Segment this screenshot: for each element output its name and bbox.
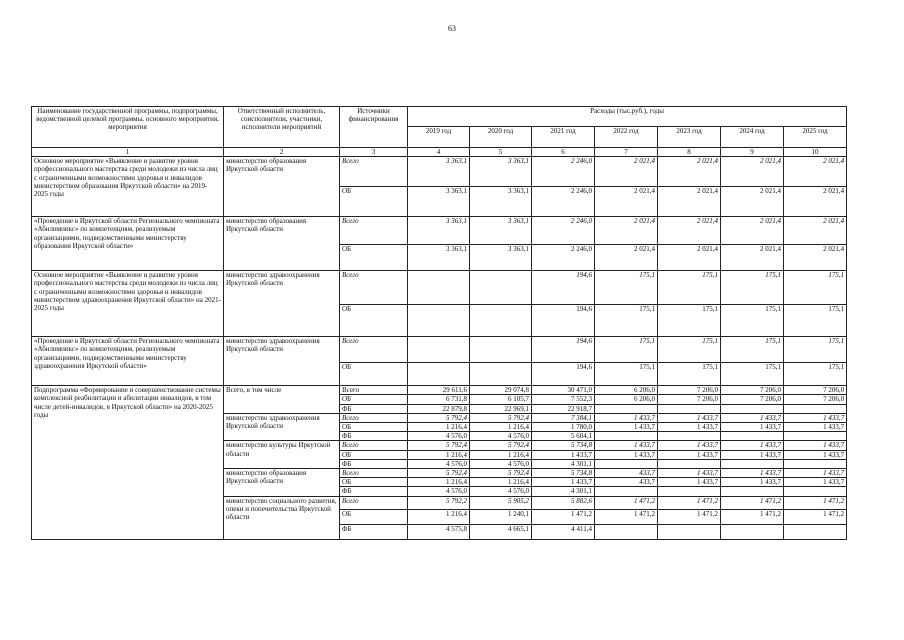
value-cell: 29 074,8: [470, 386, 532, 395]
value-cell: 5 792,4: [470, 413, 532, 422]
value-cell: [595, 404, 658, 413]
activity-name: Основное мероприятие «Выявление и развитие уровня профессионального мастерства среди молодежи из числа лиц с ограниченными возможностями здоровья и инвалидов министерством образования Иркутской области» на 2019-2025 годы: [32, 157, 224, 217]
value-cell: 22 918,7: [532, 404, 595, 413]
executor: министерство культуры Иркутской области: [224, 441, 340, 469]
value-cell: [595, 459, 658, 468]
value-cell: 1 433,7: [595, 441, 658, 450]
value-cell: 1 433,7: [658, 469, 721, 478]
executor: министерство социального развития, опеки и попечительства Иркутской области: [224, 496, 340, 539]
value-cell: 175,1: [784, 363, 847, 386]
header-year: 2021 год: [532, 127, 595, 148]
value-cell: [595, 524, 658, 539]
value-cell: 2 246,0: [532, 157, 595, 187]
value-cell: 175,1: [595, 337, 658, 363]
value-cell: 1 433,7: [721, 450, 784, 459]
value-cell: 4 575,8: [408, 524, 470, 539]
value-cell: [784, 459, 847, 468]
value-cell: 1 433,7: [784, 478, 847, 487]
value-cell: 1 216,4: [470, 450, 532, 459]
value-cell: [408, 363, 470, 386]
value-cell: [470, 271, 532, 305]
value-cell: 2 021,4: [595, 187, 658, 217]
value-cell: 175,1: [784, 271, 847, 305]
executor: министерство образования Иркутской области: [224, 217, 340, 271]
column-number: 7: [595, 148, 658, 157]
value-cell: 4 576,0: [470, 432, 532, 441]
value-cell: 5 734,8: [532, 469, 595, 478]
value-cell: 3 363,1: [408, 245, 470, 271]
value-cell: 2 246,0: [532, 217, 595, 245]
value-cell: [408, 271, 470, 305]
value-cell: 1 433,7: [784, 450, 847, 459]
header-expenses: Расходы (тыс.руб.), годы: [408, 107, 847, 127]
value-cell: 175,1: [784, 337, 847, 363]
executor: Всего, в том числе: [224, 386, 340, 414]
value-cell: 1 471,2: [658, 496, 721, 509]
value-cell: 5 604,1: [532, 432, 595, 441]
source-label: ОБ: [340, 478, 408, 487]
source-label: Всего: [340, 386, 408, 395]
source-label: Всего: [340, 441, 408, 450]
value-cell: 5 792,2: [408, 496, 470, 509]
value-cell: [784, 404, 847, 413]
value-cell: 2 021,4: [784, 187, 847, 217]
table-row: [32, 157, 847, 187]
source-label: Всего: [340, 469, 408, 478]
value-cell: 194,6: [532, 337, 595, 363]
executor: министерство образования Иркутской области: [224, 157, 340, 217]
value-cell: 1 216,4: [470, 478, 532, 487]
budget-table: [31, 106, 847, 540]
value-cell: 3 363,1: [408, 217, 470, 245]
value-cell: 6 206,0: [595, 395, 658, 404]
value-cell: 7 206,0: [658, 395, 721, 404]
source-label: Всего: [340, 271, 408, 305]
value-cell: 1 433,7: [784, 441, 847, 450]
value-cell: 7 206,0: [784, 395, 847, 404]
source-label: Всего: [340, 217, 408, 245]
value-cell: 30 471,0: [532, 386, 595, 395]
value-cell: 1 471,2: [658, 509, 721, 524]
source-label: Всего: [340, 496, 408, 509]
value-cell: 5 792,4: [470, 469, 532, 478]
value-cell: 1 433,7: [721, 413, 784, 422]
value-cell: 175,1: [721, 337, 784, 363]
value-cell: 7 552,3: [532, 395, 595, 404]
executor: министерство образования Иркутской области: [224, 469, 340, 497]
value-cell: 6 105,7: [470, 395, 532, 404]
value-cell: 1 240,1: [470, 509, 532, 524]
value-cell: [784, 432, 847, 441]
value-cell: [721, 404, 784, 413]
value-cell: 1 433,7: [658, 413, 721, 422]
source-label: Всего: [340, 337, 408, 363]
value-cell: 1 780,0: [532, 423, 595, 432]
value-cell: 2 021,4: [784, 245, 847, 271]
source-label: ОБ: [340, 245, 408, 271]
value-cell: 1 216,4: [408, 423, 470, 432]
header-executor: Ответственный исполнитель, соисполнители, участники, исполнители мероприятий: [224, 107, 340, 148]
value-cell: 2 021,4: [784, 217, 847, 245]
source-label: ОБ: [340, 423, 408, 432]
value-cell: 1 433,7: [784, 423, 847, 432]
value-cell: 3 363,1: [408, 187, 470, 217]
page-number: 63: [448, 24, 456, 33]
value-cell: 1 471,2: [532, 509, 595, 524]
value-cell: [658, 524, 721, 539]
value-cell: 4 576,0: [408, 459, 470, 468]
value-cell: 5 882,6: [532, 496, 595, 509]
source-label: ОБ: [340, 187, 408, 217]
value-cell: 1 433,7: [658, 423, 721, 432]
value-cell: 3 363,1: [470, 187, 532, 217]
header-year: 2025 год: [784, 127, 847, 148]
value-cell: 2 021,4: [595, 217, 658, 245]
value-cell: 7 206,0: [721, 386, 784, 395]
value-cell: 4 665,1: [470, 524, 532, 539]
value-cell: 29 611,6: [408, 386, 470, 395]
value-cell: [784, 487, 847, 496]
source-label: ФБ: [340, 404, 408, 413]
executor: министерство здравоохранения Иркутской области: [224, 413, 340, 441]
value-cell: 1 433,7: [595, 450, 658, 459]
value-cell: 175,1: [658, 271, 721, 305]
value-cell: 5 792,4: [408, 469, 470, 478]
value-cell: 4 301,1: [532, 459, 595, 468]
column-number: 2: [224, 148, 340, 157]
column-number: 3: [340, 148, 408, 157]
value-cell: 4 576,0: [470, 487, 532, 496]
value-cell: 2 246,0: [532, 245, 595, 271]
value-cell: 2 021,4: [658, 187, 721, 217]
value-cell: [408, 305, 470, 337]
value-cell: 175,1: [595, 363, 658, 386]
value-cell: 3 363,1: [470, 245, 532, 271]
value-cell: 6 731,8: [408, 395, 470, 404]
value-cell: 1 471,2: [595, 496, 658, 509]
value-cell: 1 433,7: [595, 413, 658, 422]
value-cell: 2 021,4: [784, 157, 847, 187]
header-year: 2023 год: [658, 127, 721, 148]
value-cell: [470, 363, 532, 386]
value-cell: 4 576,0: [408, 432, 470, 441]
value-cell: 194,6: [532, 363, 595, 386]
table-row: [32, 386, 847, 395]
value-cell: 2 021,4: [721, 187, 784, 217]
value-cell: 1 216,4: [408, 450, 470, 459]
source-label: ОБ: [340, 509, 408, 524]
value-cell: 1 471,2: [721, 496, 784, 509]
value-cell: 175,1: [595, 271, 658, 305]
value-cell: [721, 487, 784, 496]
table-row: [32, 337, 847, 363]
value-cell: 175,1: [721, 305, 784, 337]
value-cell: 7 384,1: [532, 413, 595, 422]
value-cell: 194,6: [532, 305, 595, 337]
value-cell: 1 433,7: [595, 423, 658, 432]
value-cell: 5 905,2: [470, 496, 532, 509]
header-year: 2020 год: [470, 127, 532, 148]
value-cell: 7 206,0: [784, 386, 847, 395]
value-cell: 1 471,2: [784, 509, 847, 524]
value-cell: [721, 459, 784, 468]
value-cell: 2 021,4: [721, 217, 784, 245]
value-cell: 22 969,1: [470, 404, 532, 413]
value-cell: 2 021,4: [658, 217, 721, 245]
source-label: ФБ: [340, 432, 408, 441]
value-cell: 2 021,4: [658, 157, 721, 187]
header-year: 2024 год: [721, 127, 784, 148]
value-cell: 1 433,7: [532, 478, 595, 487]
value-cell: [784, 524, 847, 539]
value-cell: 1 433,7: [721, 441, 784, 450]
table-row: [32, 217, 847, 245]
activity-name: «Проведение в Иркутской области Регионального чемпионата «Абилимпикс» по компетенциям, реализуемым организациями, подведомственными министерству образования Иркутской области»: [32, 217, 224, 271]
value-cell: 5 792,4: [408, 441, 470, 450]
value-cell: 1 433,7: [721, 478, 784, 487]
value-cell: [721, 524, 784, 539]
value-cell: 5 792,4: [470, 441, 532, 450]
value-cell: 22 879,8: [408, 404, 470, 413]
value-cell: [470, 337, 532, 363]
column-number: 8: [658, 148, 721, 157]
value-cell: 4 301,1: [532, 487, 595, 496]
activity-name: «Проведение в Иркутской области Регионального чемпионата «Абилимпикс» по компетенциям, реализуемым организациями, подведомственными министерству здравоохранения Иркутской области»: [32, 337, 224, 386]
value-cell: [658, 459, 721, 468]
value-cell: [595, 432, 658, 441]
executor: министерство здравоохранения Иркутской области: [224, 337, 340, 386]
value-cell: 7 206,0: [721, 395, 784, 404]
value-cell: 3 363,1: [470, 157, 532, 187]
header-year: 2019 год: [408, 127, 470, 148]
value-cell: [658, 432, 721, 441]
header-year: 2022 год: [595, 127, 658, 148]
column-number: 9: [721, 148, 784, 157]
value-cell: 5 734,8: [532, 441, 595, 450]
header-source: Источники финансирования: [340, 107, 408, 148]
value-cell: 1 471,2: [721, 509, 784, 524]
value-cell: 3 363,1: [470, 217, 532, 245]
source-label: ОБ: [340, 450, 408, 459]
value-cell: 1 433,7: [532, 450, 595, 459]
source-label: ОБ: [340, 395, 408, 404]
executor: министерство здравоохранения Иркутской области: [224, 271, 340, 337]
column-number: 5: [470, 148, 532, 157]
value-cell: 1 216,4: [408, 509, 470, 524]
column-number: 4: [408, 148, 470, 157]
value-cell: [658, 404, 721, 413]
value-cell: [470, 305, 532, 337]
value-cell: 175,1: [658, 337, 721, 363]
value-cell: 3 363,1: [408, 157, 470, 187]
value-cell: [408, 337, 470, 363]
value-cell: 2 246,0: [532, 187, 595, 217]
value-cell: 175,1: [721, 363, 784, 386]
table-row: [32, 271, 847, 305]
value-cell: [595, 487, 658, 496]
source-label: Всего: [340, 157, 408, 187]
value-cell: 1 471,2: [595, 509, 658, 524]
source-label: ФБ: [340, 487, 408, 496]
value-cell: 2 021,4: [595, 157, 658, 187]
value-cell: 1 433,7: [721, 469, 784, 478]
value-cell: 2 021,4: [658, 245, 721, 271]
value-cell: 194,6: [532, 271, 595, 305]
value-cell: 1 216,4: [408, 478, 470, 487]
value-cell: 4 576,0: [470, 459, 532, 468]
activity-name: Основное мероприятие «Выявление и развитие уровня профессионального мастерства среди молодежи из числа лиц с ограниченными возможностями здоровья и инвалидов министерством здравоохранения Иркутской области» на 2021-2025 годы: [32, 271, 224, 337]
value-cell: 1 433,7: [784, 413, 847, 422]
value-cell: 1 433,7: [658, 478, 721, 487]
source-label: ФБ: [340, 459, 408, 468]
value-cell: 1 216,4: [470, 423, 532, 432]
source-label: Всего: [340, 413, 408, 422]
value-cell: 175,1: [784, 305, 847, 337]
value-cell: 2 021,4: [721, 245, 784, 271]
column-number: 6: [532, 148, 595, 157]
value-cell: 433,7: [595, 469, 658, 478]
value-cell: 2 021,4: [595, 245, 658, 271]
source-label: ФБ: [340, 524, 408, 539]
value-cell: 2 021,4: [721, 157, 784, 187]
source-label: ОБ: [340, 363, 408, 386]
value-cell: 1 433,7: [658, 441, 721, 450]
value-cell: 175,1: [595, 305, 658, 337]
value-cell: 1 433,7: [721, 423, 784, 432]
header-name: Наименование государственной программы, подпрограммы, ведомственной целевой программы, основного мероприятия, мероприятия: [32, 107, 224, 148]
value-cell: [721, 432, 784, 441]
value-cell: [658, 487, 721, 496]
value-cell: 4 576,0: [408, 487, 470, 496]
value-cell: 1 471,2: [784, 496, 847, 509]
column-number: 10: [784, 148, 847, 157]
value-cell: 175,1: [658, 305, 721, 337]
column-number: 1: [32, 148, 224, 157]
value-cell: 6 206,0: [595, 386, 658, 395]
value-cell: 433,7: [595, 478, 658, 487]
value-cell: 1 433,7: [784, 469, 847, 478]
value-cell: 5 792,4: [408, 413, 470, 422]
subprogram-name: Подпрограмма «Формирование и совершенствование системы комплексной реабилитации и абилитации инвалидов, в том числе детей-инвалидов, в Иркутской области» на 2020-2025 годы: [32, 386, 224, 539]
value-cell: 4 411,4: [532, 524, 595, 539]
value-cell: 175,1: [721, 271, 784, 305]
value-cell: 1 433,7: [658, 450, 721, 459]
source-label: ОБ: [340, 305, 408, 337]
value-cell: 175,1: [658, 363, 721, 386]
value-cell: 7 206,0: [658, 386, 721, 395]
